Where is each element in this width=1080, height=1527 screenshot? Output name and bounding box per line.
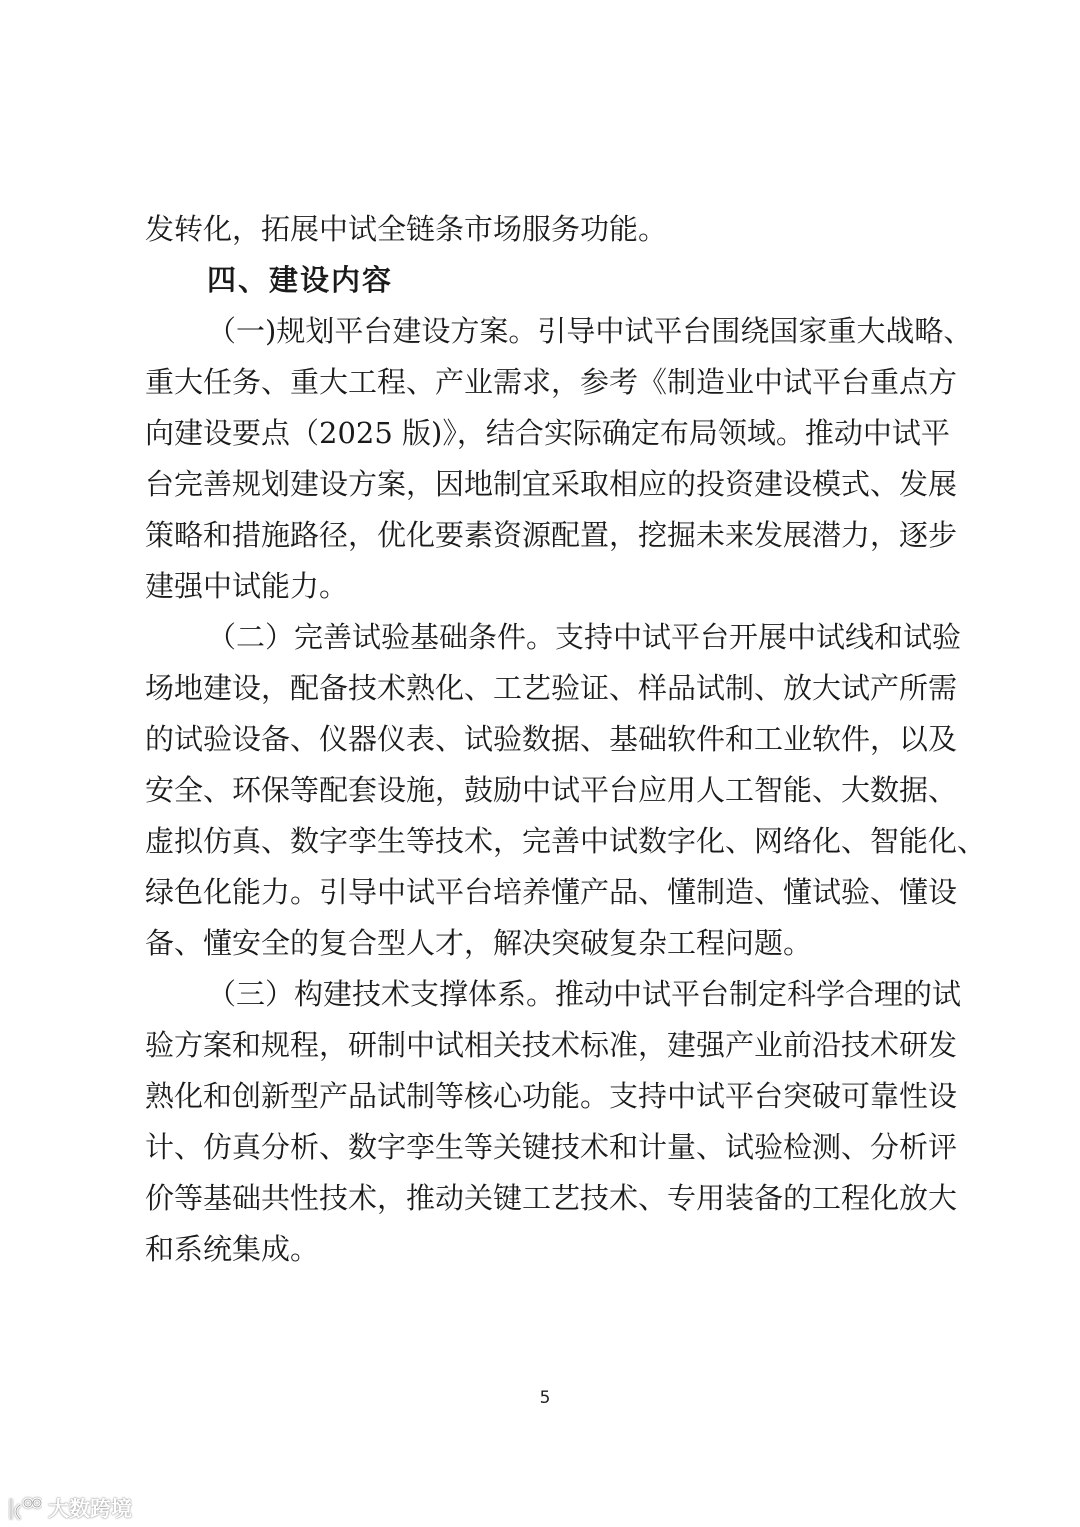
paragraph-3-line: 价等基础共性技术，推动关键工艺技术、专用装备的工程化放大	[145, 1181, 958, 1215]
page-number: 5	[539, 1388, 551, 1408]
paragraph-2-line: 虚拟仿真、数字孪生等技术，完善中试数字化、网络化、智能化、	[145, 824, 987, 858]
paragraph-2-line: 备、懂安全的复合型人才，解决突破复杂工程问题。	[145, 926, 813, 960]
paragraph-2-line: 安全、环保等配套设施，鼓励中试平台应用人工智能、大数据、	[145, 773, 958, 807]
paragraph-1-line: 策略和措施路径，优化要素资源配置，挖掘未来发展潜力，逐步	[145, 518, 958, 552]
paragraph-2-line: 的试验设备、仪器仪表、试验数据、基础软件和工业软件，以及	[145, 722, 958, 756]
paragraph-3-line: 和系统集成。	[145, 1232, 320, 1266]
paragraph-1-line: 建强中试能力。	[145, 569, 349, 603]
watermark-text: 大数跨境	[48, 1497, 132, 1521]
paragraph-3-line: 熟化和创新型产品试制等核心功能。支持中试平台突破可靠性设	[145, 1079, 958, 1113]
paragraph-3-line: 计、仿真分析、数字孪生等关键技术和计量、试验检测、分析评	[145, 1130, 958, 1164]
section-heading: 四、建设内容	[207, 263, 394, 297]
document-body	[145, 204, 987, 1275]
body-line: 发转化，拓展中试全链条市场服务功能。	[145, 212, 668, 246]
paragraph-1-line: 台完善规划建设方案，因地制宜采取相应的投资建设模式、发展	[145, 467, 958, 501]
paragraph-2-line: 绿色化能力。引导中试平台培养懂产品、懂制造、懂试验、懂设	[145, 875, 958, 909]
paragraph-1-line: 向建设要点（2025 版)》，结合实际确定布局领域。推动中试平	[145, 416, 950, 450]
paragraph-2-line: （二）完善试验基础条件。支持中试平台开展中试线和试验	[207, 620, 962, 654]
paragraph-1-line: （一)规划平台建设方案。引导中试平台围绕国家重大战略、	[207, 314, 973, 348]
watermark	[8, 1493, 132, 1523]
kj-logo-icon	[8, 1495, 42, 1521]
paragraph-3-line: 验方案和规程，研制中试相关技术标准，建强产业前沿技术研发	[145, 1028, 958, 1062]
paragraph-1-line: 重大任务、重大工程、产业需求，参考《制造业中试平台重点方	[145, 365, 958, 399]
paragraph-3-line: （三）构建技术支撑体系。推动中试平台制定科学合理的试	[207, 977, 962, 1011]
paragraph-2-line: 场地建设，配备技术熟化、工艺验证、样品试制、放大试产所需	[145, 671, 958, 705]
